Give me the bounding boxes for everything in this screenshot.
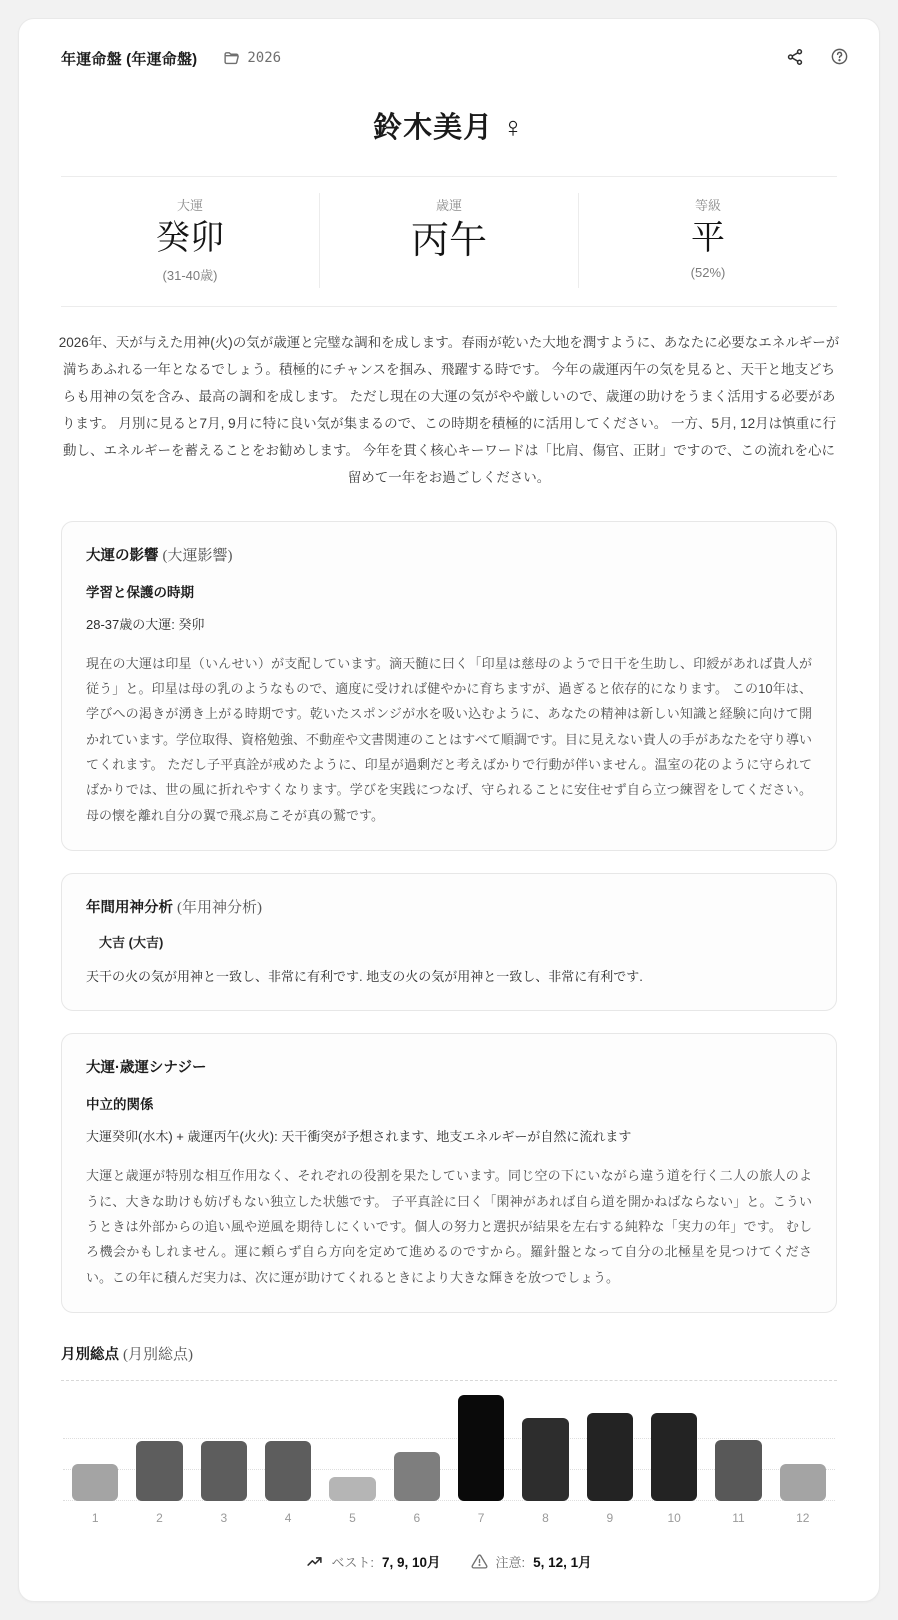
- month-label: 8: [542, 1511, 549, 1526]
- help-icon: [830, 47, 849, 69]
- section-title: 月別総点 (月別総点): [61, 1343, 837, 1381]
- bar: [651, 1413, 697, 1501]
- card-subtitle: 中立的関係: [86, 1097, 154, 1113]
- bar-month-9[interactable]: [578, 1389, 642, 1501]
- pillar-sub: (52%): [690, 264, 726, 280]
- bar-month-8[interactable]: [513, 1389, 577, 1501]
- best-value: 7, 9, 10月: [381, 1555, 441, 1571]
- card-body-text: 現在の大運は印星（いんせい）が支配しています。滴天髄に曰く「印星は慈母のようで日干を生助し、印綬があれば貴人が従う」と。印星は母の乳のようなもので、適度に受ければ健やかに育ちますが、過ぎると依存的になります。 この10年は、学びへの渇きが湧き上がる時期です。乾いたスポンジが水を吸い込むように、あなたの精神は新しい知識と経験に向けて開かれています。学位取得、資格勉強、不動産や文書関連のことはすべて順調です。目に見えない貴人の手があなたを守り導いてくれます。 ただし子平真詮が戒めたように、印星が過剰だと考えばかりで行動が伴いません。温室の花のように守られてばかりでは、世の風に折れやすくなります。学びを実践につなげ、守られることに安住せず自ら立つ練習をしてください。母の懐を離れ自分の翼で飛ぶ鳥こそが真の鷲です。: [86, 655, 812, 823]
- bar: [715, 1440, 761, 1501]
- card-subtitle: 学習と保護の時期: [86, 584, 194, 600]
- bar-month-4[interactable]: [256, 1389, 320, 1501]
- bar-month-1[interactable]: [63, 1389, 127, 1501]
- pillar-grade: [578, 193, 837, 288]
- bar-month-2[interactable]: [127, 1389, 191, 1501]
- pillar-value: 平: [691, 220, 725, 257]
- caution-value: 5, 12, 1月: [533, 1555, 592, 1571]
- card-title: 大運の影響 (大運影響): [86, 547, 233, 564]
- bar: [265, 1441, 311, 1501]
- chart-footer: [61, 1551, 837, 1571]
- bar: [587, 1413, 633, 1501]
- year-selector[interactable]: [223, 50, 281, 67]
- bar-month-7[interactable]: [449, 1389, 513, 1501]
- synergy-card: [61, 1033, 837, 1313]
- monthly-score-section: [61, 1343, 837, 1571]
- bar-month-12[interactable]: [771, 1389, 835, 1501]
- bar-month-6[interactable]: [385, 1389, 449, 1501]
- pillar-daiun: [61, 193, 319, 288]
- month-label: 5: [349, 1511, 356, 1526]
- pillar-value: 丙午: [410, 220, 487, 262]
- month-label: 3: [220, 1511, 228, 1526]
- month-label: 12: [796, 1511, 810, 1526]
- best-months: [306, 1551, 440, 1571]
- bars-container: [63, 1389, 835, 1501]
- luck-grade-badge: 大吉 (大吉): [99, 934, 164, 950]
- folder-icon: [223, 50, 240, 67]
- yearly-yojin-card: [61, 873, 837, 1011]
- bar: [329, 1477, 375, 1501]
- chart-plot-area: [63, 1389, 835, 1501]
- bar: [201, 1441, 247, 1501]
- help-button[interactable]: [828, 45, 851, 71]
- year-summary-text: 2026年、天が与えた用神(火)の気が歳運と完璧な調和を成します。春雨が乾いた大地を潤すように、あなたに必要なエネルギーが満ちあふれる一年となるでしょう。積極的にチャンスを掴み、飛躍する時です。 今年の歳運丙午の気を見ると、天干と地支どちらも用神の気を含み、最高の調和を成します。 ただし現在の大運の気がやや厳しいので、歳運の助けをうまく活用する必要があります。 月別に見ると7月, 9月に特に良い気が集まるので、この時期を積極的に活用してください。 一方、5月, 12月は慎重に行動し、エネルギーを蓄えることをお勧めします。 今年を貫く核心キーワードは「比肩、傷官、正財」ですので、この流れを心に留めて一年をお過ごしください。: [58, 334, 840, 485]
- page-title: 年運命盤 (年運命盤): [61, 50, 198, 68]
- month-label: 11: [732, 1511, 745, 1526]
- month-label: 6: [413, 1511, 421, 1526]
- bar-month-11[interactable]: [706, 1389, 770, 1501]
- card-meta: 28-37歳の大運: 癸卯: [86, 616, 205, 632]
- header-actions: [784, 45, 851, 71]
- month-label: 1: [91, 1511, 99, 1526]
- card-body-text: 大運と歳運が特別な相互作用なく、それぞれの役割を果たしています。同じ空の下にいながら違う道を行く二人の旅人のように、大きな助けも妨げもない独立した状態です。 子平真詮に曰く「閑神があれば自ら道を開かねばならない」と。こういうときは外部からの追い風や逆風を期待しにくいです。個人の努力と選択が結果を左右する純粋な「実力の年」です。 むしろ機会かもしれません。運に頼らず自ら方向を定めて進めるのですから。羅針盤となって自分の北極星を見つけてください。この年に積んだ実力は、次に運が助けてくれるときにより大きな輝きを放つでしょう。: [86, 1168, 812, 1285]
- pillar-caption: 大運: [176, 198, 203, 213]
- bar: [136, 1441, 182, 1501]
- pillar-value: 癸卯: [156, 220, 224, 257]
- profile-header: [43, 105, 855, 146]
- warning-icon: [471, 1553, 488, 1570]
- card-body-text: 天干の火の気が用神と一致し、非常に有利です. 地支の火の気が用神と一致し、非常に有利です.: [86, 968, 643, 984]
- month-label: 10: [667, 1511, 681, 1526]
- month-label: 4: [284, 1511, 292, 1526]
- bar-month-5[interactable]: [320, 1389, 384, 1501]
- month-label: 9: [606, 1511, 614, 1526]
- card-title: 年間用神分析 (年用神分析): [86, 899, 263, 916]
- card-title: 大運·歳運シナジー: [86, 1060, 207, 1077]
- bar-month-10[interactable]: [642, 1389, 706, 1501]
- bar: [458, 1395, 504, 1501]
- share-button[interactable]: [784, 46, 806, 71]
- month-label: 2: [156, 1511, 163, 1526]
- daiun-influence-card: [61, 521, 837, 851]
- pillar-sub: (31-40歳): [162, 267, 218, 283]
- person-name: 鈴木美月 ♀: [373, 112, 525, 144]
- section-title-alt: (月別総点): [123, 1347, 194, 1364]
- pillar-caption: 等級: [694, 198, 721, 213]
- pillar-sub: [320, 270, 578, 286]
- bar-month-3[interactable]: [192, 1389, 256, 1501]
- pillar-saiun: [319, 193, 578, 288]
- best-label: ベスト:: [331, 1554, 374, 1570]
- monthly-bar-chart: [61, 1389, 837, 1525]
- card-title-alt: (大運影響): [162, 547, 233, 564]
- report-card: [18, 18, 880, 1602]
- card-meta: 大運癸卯(水木) + 歳運丙午(火火): 天干衝突が予想されます、地支エネルギーが自然に流れます: [86, 1129, 632, 1145]
- bar: [72, 1464, 118, 1501]
- caution-label: 注意:: [495, 1554, 526, 1570]
- pillar-summary: [61, 176, 837, 307]
- trending-up-icon: [306, 1553, 323, 1570]
- bar: [780, 1464, 826, 1501]
- month-axis-labels: [63, 1511, 835, 1525]
- card-title-alt: (年用神分析): [177, 899, 263, 916]
- year-label: 2026: [247, 50, 282, 66]
- caution-months: [471, 1551, 592, 1571]
- pillar-caption: 歳運: [435, 198, 462, 213]
- share-icon: [786, 48, 804, 69]
- bar: [522, 1418, 568, 1501]
- month-label: 7: [477, 1511, 485, 1526]
- header: [43, 45, 855, 71]
- bar: [394, 1452, 440, 1501]
- gender-symbol: ♀: [502, 112, 525, 144]
